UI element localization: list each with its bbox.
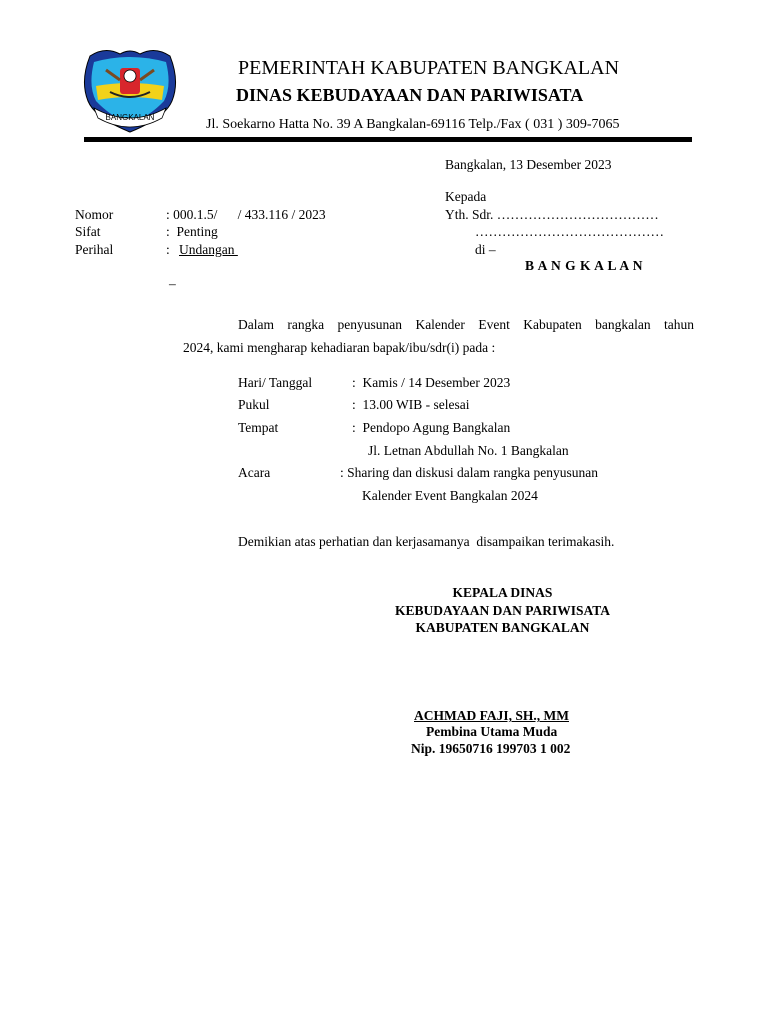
detail-label-event: Acara (238, 465, 271, 480)
paragraph-line-1: Dalam rangka penyusunan Kalender Event Kabupaten bangkalan tahun (238, 317, 694, 332)
header-agency: DINAS KEBUDAYAAN DAN PARIWISATA (236, 85, 584, 105)
perihal-colon: : (166, 242, 170, 257)
detail-value-date: : Kamis / 14 Desember 2023 (352, 375, 511, 390)
signatory-name: ACHMAD FAJI, SH., MM (414, 708, 569, 723)
detail-label-place: Tempat (238, 420, 279, 435)
recipient-dots: …………………………………… (475, 224, 664, 239)
paragraph-line-2: 2024, kami mengharap kehadiaran bapak/ibu/sdr(i) pada : (183, 340, 496, 355)
signature-title-2: KEBUDAYAAN DAN PARIWISATA (394, 603, 611, 618)
logo-text: BANGKALAN (105, 113, 155, 122)
perihal-value: Undangan (179, 242, 238, 257)
signature-title-3: KABUPATEN BANGKALAN (415, 620, 590, 635)
sifat-label: Sifat (75, 224, 101, 239)
signatory-rank: Pembina Utama Muda (426, 724, 558, 739)
nomor-value: : 000.1.5/ / 433.116 / 2023 (166, 207, 326, 222)
detail-label-time: Pukul (238, 397, 270, 412)
nomor-label: Nomor (75, 207, 114, 222)
signature-title-1: KEPALA DINAS (452, 585, 553, 600)
recipient-city: B A N G K A L A N (525, 258, 644, 273)
detail-value-event-2: Kalender Event Bangkalan 2024 (362, 488, 538, 503)
recipient-di: di – (475, 242, 496, 257)
recipient-kepada: Kepada (445, 189, 487, 204)
perihal-label: Perihal (75, 242, 114, 257)
signatory-nip: Nip. 19650716 199703 1 002 (411, 741, 571, 756)
meta-dash: – (169, 276, 176, 291)
closing-sentence: Demikian atas perhatian dan kerjasamanya disampaikan terimakasih. (238, 534, 615, 549)
header-address: Jl. Soekarno Hatta No. 39 A Bangkalan-69116 Telp./Fax ( 031 ) 309-7065 (206, 117, 620, 132)
bangkalan-logo (80, 46, 180, 134)
letter-date: Bangkalan, 13 Desember 2023 (445, 157, 612, 172)
detail-value-address: Jl. Letnan Abdullah No. 1 Bangkalan (368, 443, 569, 458)
detail-value-time: : 13.00 WIB - selesai (352, 397, 470, 412)
detail-value-place: : Pendopo Agung Bangkalan (352, 420, 511, 435)
header-government: PEMERINTAH KABUPATEN BANGKALAN (238, 57, 620, 79)
detail-label-date: Hari/ Tanggal (238, 375, 313, 390)
sifat-value: : Penting (166, 224, 218, 239)
recipient-yth: Yth. Sdr. ……………………………… (445, 207, 659, 222)
detail-value-event: : Sharing dan diskusi dalam rangka penyusunan (340, 465, 598, 480)
header-rule (84, 137, 692, 142)
